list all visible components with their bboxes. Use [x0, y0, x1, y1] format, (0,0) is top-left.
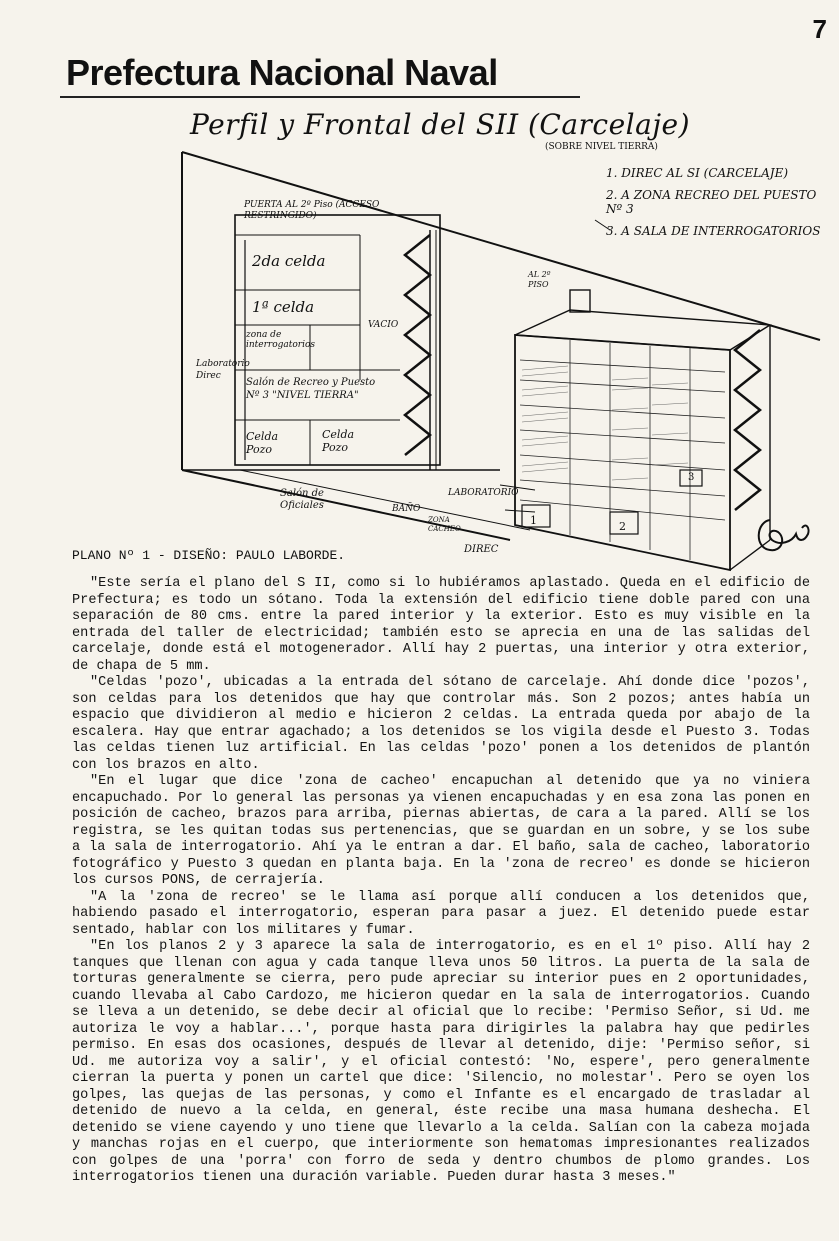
diagram-label-zona: zona de interrogatorios [246, 330, 316, 350]
diagram-heading-note: (SOBRE NIVEL TIERRA) [545, 142, 658, 152]
diagram-label-bano: BAÑO [392, 504, 421, 514]
legend-item: 2. A ZONA RECREO DEL PUESTO Nº 3 [606, 188, 817, 216]
diagram-heading: Perfil y Frontal del SII (Carcelaje) [190, 108, 690, 141]
diagram-label-laboratorio-2: LABORATORIO [448, 488, 519, 498]
diagram-label-direc: DIREC [464, 544, 499, 555]
diagram-label-n2: 2 [619, 520, 626, 533]
diagram-label-celda-pozo-b: Celda Pozo [322, 428, 355, 454]
diagram-label-salon: Salón de Recreo y Puesto Nº 3 "NIVEL TIERRA" [246, 377, 376, 401]
diagram-label-laboratorio: Laboratorio Direc [196, 359, 250, 381]
diagram-label-celda1: 1ª celda [252, 298, 315, 316]
diagram-label-zona-cacheo: ZONA CACHEO [428, 516, 461, 533]
legend-item: 1. DIREC AL SI (CARCELAJE) [606, 166, 789, 180]
article-body [72, 576, 810, 1187]
diagram-label-celda-pozo-a: Celda Pozo [246, 430, 279, 456]
paragraph: "Este sería el plano del S II, como si lo hubiéramos aplastado. Queda en el edificio de Prefectura; es todo un sótano. Toda la extensión del edificio tiene doble pared con una separación de 80 cms. entre la pared interior y la exterior. Esto es muy visible en la entrada del taller de electricidad; también esto se aprecia en una de las salidas del carcelaje, donde está el motogenerador. Allí hay 2 puertas, una interior y otra exterior, de chapa de 5 mm. [72, 576, 810, 674]
signature [752, 512, 822, 556]
diagram-legend [606, 166, 836, 238]
diagram-label-n1: 1 [530, 514, 537, 527]
diagram-label-n3: 3 [688, 472, 695, 483]
title-underline [60, 96, 580, 98]
legend-item: 3. A SALA DE INTERROGATORIOS [606, 224, 821, 238]
paragraph: "En el lugar que dice 'zona de cacheo' encapuchan al detenido que ya no viniera encapuchado. Por lo general las personas ya vienen encapuchadas y en esa zona las ponen en posición de cacheo, brazos para arriba, piernas abiertas, de cara a la pared. Allí se los registra, se les quitan todas sus pertenencias, que se guardan en un sobre, y se los sube a la sala de interrogatorio. Ahí ya le entran a dar. El baño, sala de cacheo, laboratorio fotográfico y Puesto 3 quedan en planta baja. En la 'zona de recreo' es donde se hicieron los cursos PONS, de cerrajería. [72, 774, 810, 888]
diagram-label-celda2: 2da celda [252, 252, 326, 270]
page-number: 7 [812, 14, 827, 44]
diagram-label-puerta: PUERTA AL 2º Piso (ACCESO RESTRINGIDO) [244, 200, 380, 221]
paragraph: "En los planos 2 y 3 aparece la sala de interrogatorio, es en el 1º piso. Allí hay 2 tanques que llenan con agua y cada tanque lleva unos 50 litros. La puerta de la sala de torturas generalmente se cierra, pero pude apreciar su interior pues en 2 oportunidades, cuando llevaba al Cabo Cardozo, me hicieron quedar en la sala de interrogatorios. Cuando se lleva a un detenido, se debe decir al oficial que lo recibe: 'Permiso Señor, si Ud. me autoriza le voy a hablar...', porque hasta para dirigirles la palabra hay que pedirles permiso. En esas dos ocasiones, después de llevar al detenido, dije: 'Permiso señor, si Ud. me autoriza voy a salir', y el oficial contestó: 'No, espere', pero generalmente cierran la puerta y ponen un cartel que dice: 'Silencio, no molestar'. Pero se oyen los golpes, las quejas de las personas, y como el Infante es el encargado de trasladar al detenido de nuevo a la celda, en general, éste recibe una masa humana deshecha. El detenido se viene cayendo y uno tiene que llevarlo a la celda. Salían con la cabeza mojada y manchas rojas en el cuerpo, que interiormente son hematomas impresionantes realizados con golpes de una 'porra' con forro de seda y dentro chumbos de plomo grandes. Los interrogatorios tienen una duración variable. Pueden durar hasta 3 meses." [72, 939, 810, 1185]
diagram-label-vacio: VACIO [368, 320, 399, 330]
diagram-label-al-piso: AL 2º PISO [528, 270, 551, 289]
paragraph: "A la 'zona de recreo' se le llama así porque allí conducen a los detenidos que, habiendo pasado el interrogatorio, esperan para pasar a juez. El detenido puede estar sentado, hablar con los militares y fumar. [72, 889, 810, 938]
paragraph: "Celdas 'pozo', ubicadas a la entrada del sótano de carcelaje. Ahí donde dice 'pozos', son celdas para los detenidos que hay que controlar más. Son 2 pozos; antes había un espacio que dividieron al medio e hicieron 2 celdas. La entrada queda por abajo de la escalera. Hay que entrar agachado; a los detenidos se los vigila desde el Puesto 3. Todas las celdas tienen luz artificial. En las celdas 'pozo' ponen a los detenidos de plantón con los brazos en alto. [72, 675, 810, 773]
page-title: Prefectura Nacional Naval [66, 52, 498, 93]
diagram-label-salon-oficiales: Salón de Oficiales [280, 488, 324, 511]
diagram-caption: PLANO Nº 1 - DISEÑO: PAULO LABORDE. [72, 548, 346, 563]
